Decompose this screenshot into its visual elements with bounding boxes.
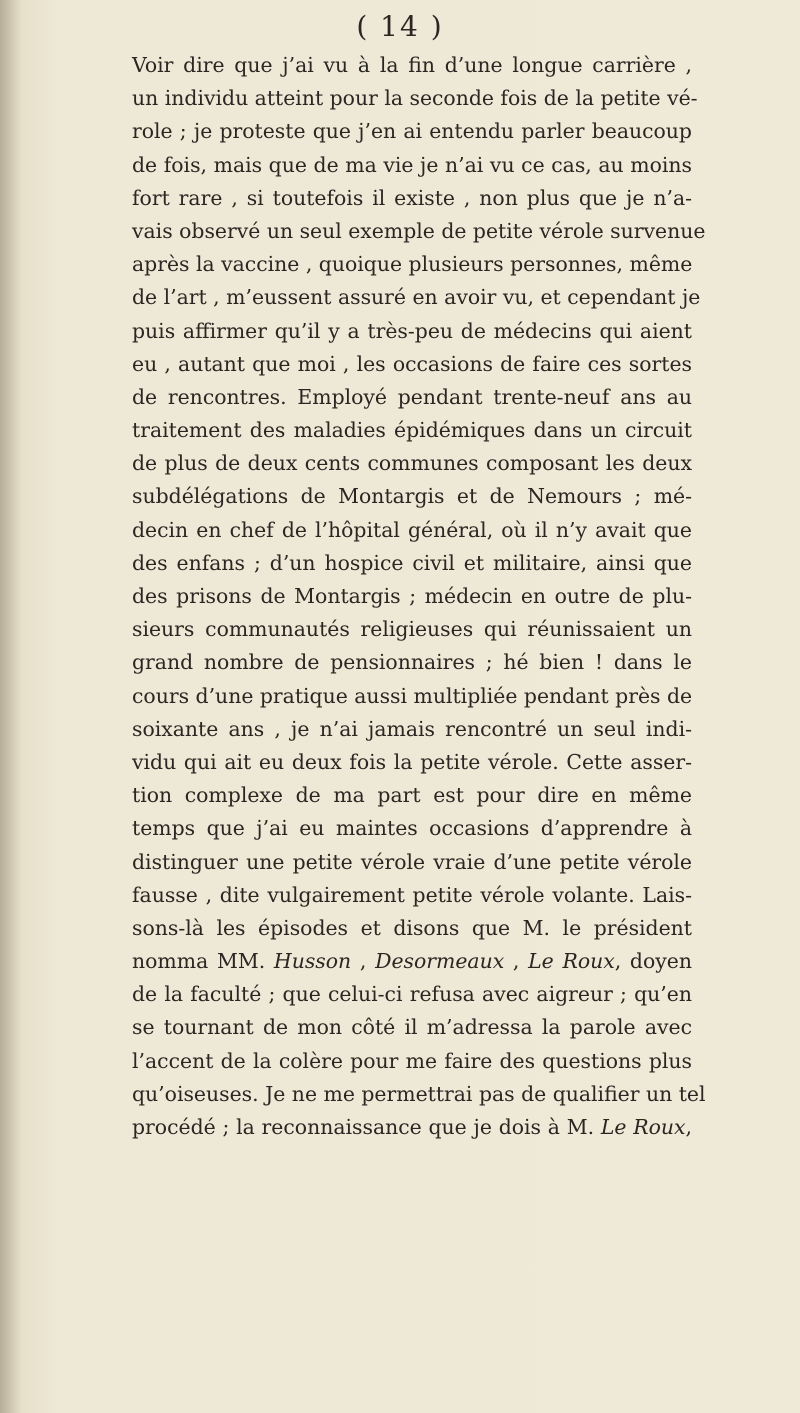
text-line: distinguer une petite vérole vraie d’une petite vérole (132, 849, 692, 874)
text-line: l’accent de la colère pour me faire des questions plus (132, 1048, 692, 1073)
text-line: un individu atteint pour la seconde fois de la petite vé- (132, 86, 698, 111)
text-line: vais observé un seul exemple de petite vérole survenue (132, 218, 706, 243)
text-line: sieurs communautés religieuses qui réunissaient un (132, 617, 692, 642)
text-line: eu , autant que moi , les occasions de faire ces sortes (132, 351, 692, 376)
text-line: sons-là les épisodes et disons que M. le président (132, 915, 692, 940)
text-line: role ; je proteste que j’en ai entendu parler beaucoup (132, 119, 692, 144)
text-line: procédé ; la reconnaissance que je dois à M. Le Roux, (132, 1115, 692, 1139)
text-line: soixante ans , je n’ai jamais rencontré un seul indi- (132, 716, 692, 741)
body-text (132, 49, 706, 1144)
text-line: après la vaccine , quoique plusieurs personnes, même (132, 252, 693, 277)
text-line: qu’oiseuses. Je ne me permettrai pas de qualifier un tel (132, 1081, 706, 1106)
text-line: de la faculté ; que celui-ci refusa avec aigreur ; qu’en (132, 982, 692, 1007)
binding-shadow (0, 0, 22, 1413)
text-line: se tournant de mon côté il m’adressa la parole avec (132, 1015, 692, 1040)
text-line: fort rare , si toutefois il existe , non plus que je n’a- (132, 185, 692, 210)
text-line: subdélégations de Montargis et de Nemours ; mé- (132, 484, 692, 509)
page-number: ( 14 ) (356, 10, 444, 43)
text-line: vidu qui ait eu deux fois la petite vérole. Cette asser- (132, 749, 692, 774)
text-line: des enfans ; d’un hospice civil et militaire, ainsi que (132, 550, 692, 575)
text-line: grand nombre de pensionnaires ; hé bien ! dans le (132, 650, 692, 675)
text-line: fausse , dite vulgairement petite vérole volante. Lais- (132, 882, 692, 907)
text-line: nomma MM. Husson , Desormeaux , Le Roux, doyen (132, 949, 692, 974)
text-line: de rencontres. Employé pendant trente-neuf ans au (132, 384, 692, 409)
text-line: de fois, mais que de ma vie je n’ai vu ce cas, au moins (132, 152, 692, 177)
text-line: decin en chef de l’hôpital général, où il n’y avait que (132, 517, 692, 542)
text-line: cours d’une pratique aussi multipliée pendant près de (132, 683, 693, 708)
text-line: de plus de deux cents communes composant les deux (132, 451, 692, 476)
text-line: Voir dire que j’ai vu à la fin d’une longue carrière , (132, 53, 692, 77)
text-line: temps que j’ai eu maintes occasions d’apprendre à (132, 816, 692, 841)
text-line: des prisons de Montargis ; médecin en outre de plu- (132, 584, 692, 608)
text-line: traitement des maladies épidémiques dans un circuit (132, 418, 692, 443)
text-line: puis affirmer qu’il y a très-peu de médecins qui aient (132, 318, 692, 343)
text-line: de l’art , m’eussent assuré en avoir vu, et cependant je (132, 285, 701, 310)
text-line: tion complexe de ma part est pour dire en même (132, 783, 692, 808)
